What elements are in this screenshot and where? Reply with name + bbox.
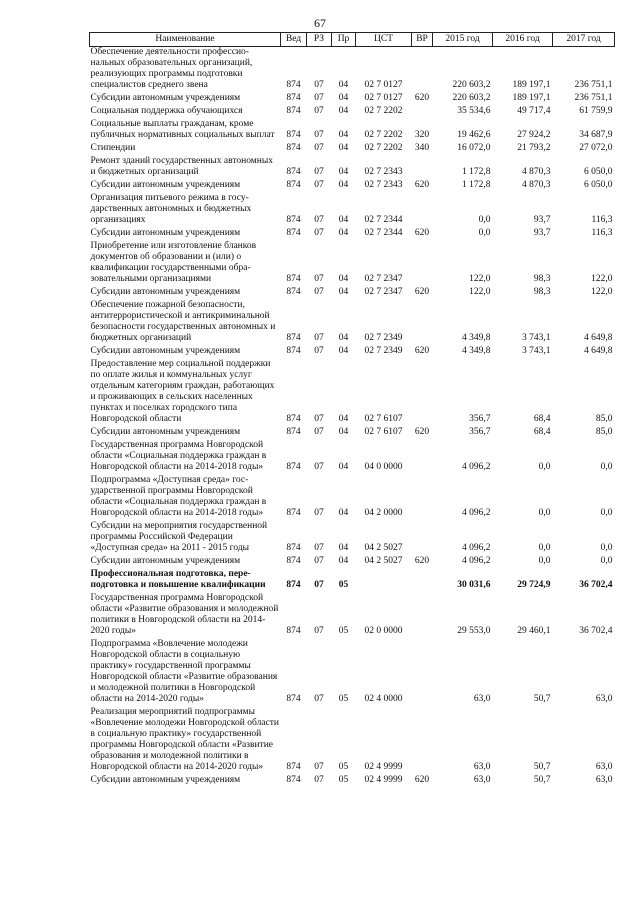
- cell-y2016: 29 724,9: [517, 580, 551, 590]
- cell-name: Государственная программа Новгородской области «Социальная поддержка граждан в Новгородской области на 2014-2018 годы»: [90, 440, 267, 472]
- cell-cst: 02 7 2349: [364, 346, 403, 356]
- cell-name: Стипендии: [90, 143, 136, 153]
- cell-name: Ремонт зданий государственных автономных и бюджетных организаций: [90, 156, 274, 177]
- cell-y2015: 1 172,8: [462, 180, 491, 190]
- cell-ved: 874: [286, 626, 301, 636]
- cell-y2016: 0,0: [538, 462, 551, 472]
- cell-cst: 04 2 0000: [364, 508, 403, 518]
- cell-y2015: 1 172,8: [462, 167, 491, 177]
- cell-pr: 04: [338, 106, 349, 116]
- cell-ved: 874: [286, 427, 301, 437]
- cell-ved: 874: [286, 580, 301, 590]
- cell-cst: 02 7 2202: [364, 143, 403, 153]
- cell-y2015: 63,0: [473, 762, 491, 772]
- cell-y2017: 4 649,8: [584, 333, 613, 343]
- cell-ved: 874: [286, 130, 301, 140]
- header-2015: 2015 год: [433, 33, 493, 47]
- cell-y2016: 4 870,3: [522, 167, 551, 177]
- cell-y2017: 36 702,4: [579, 580, 613, 590]
- cell-vr: 620: [414, 775, 430, 785]
- cell-cst: 02 7 2347: [364, 287, 403, 297]
- cell-rz: 07: [314, 626, 324, 636]
- cell-y2016: 21 793,2: [517, 143, 551, 153]
- table-row: [90, 556, 615, 569]
- table-row: [90, 593, 615, 639]
- cell-vr: 320: [414, 130, 430, 140]
- cell-y2015: 4 349,8: [462, 346, 491, 356]
- cell-vr: 620: [414, 287, 430, 297]
- cell-y2015: 122,0: [469, 274, 491, 284]
- table-row: [90, 106, 615, 119]
- cell-rz: 07: [314, 167, 324, 177]
- cell-name: Субсидии автономным учреждениям: [90, 93, 241, 103]
- cell-rz: 07: [314, 462, 324, 472]
- header-name: Наименование: [90, 33, 281, 47]
- cell-y2017: 63,0: [595, 762, 613, 772]
- cell-pr: 04: [338, 215, 349, 225]
- cell-name: Профессиональная подготовка, переподготовка и повышение квалификации: [90, 569, 266, 590]
- table-row: [90, 775, 615, 788]
- cell-y2017: 63,0: [595, 694, 613, 704]
- cell-y2016: 4 870,3: [522, 180, 551, 190]
- cell-y2016: 0,0: [538, 556, 551, 566]
- cell-y2015: 220 603,2: [452, 80, 491, 90]
- cell-vr: [412, 440, 433, 475]
- cell-rz: 07: [314, 80, 324, 90]
- cell-y2015: 63,0: [473, 775, 491, 785]
- cell-ved: 874: [286, 762, 301, 772]
- cell-name: Предоставление мер социальной поддержки по оплате жилья и коммунальных услуг отдельным категориям граждан, работающих и проживающих в сельских населенных пунктах и поселках городского типа Новгородской области: [90, 359, 275, 424]
- cell-y2015: 356,7: [469, 414, 491, 424]
- cell-vr: 620: [414, 93, 430, 103]
- header-vr: ВР: [412, 33, 433, 47]
- cell-ved: 874: [286, 346, 301, 356]
- cell-y2016: 3 743,1: [522, 333, 551, 343]
- cell-name: Субсидии автономным учреждениям: [90, 775, 241, 785]
- cell-y2017: 85,0: [595, 427, 613, 437]
- cell-pr: 04: [338, 543, 349, 553]
- table-row: [90, 346, 615, 359]
- header-rz: РЗ: [307, 33, 332, 47]
- cell-rz: 07: [314, 346, 324, 356]
- table-row: [90, 47, 615, 94]
- cell-ved: 874: [286, 556, 301, 566]
- cell-pr: 04: [338, 180, 349, 190]
- table-row: [90, 427, 615, 440]
- cell-y2017: 4 649,8: [584, 346, 613, 356]
- budget-table: [89, 32, 615, 788]
- cell-y2015: 4 096,2: [462, 462, 491, 472]
- cell-y2016: 189 197,1: [512, 80, 551, 90]
- cell-pr: 04: [338, 228, 349, 238]
- cell-rz: 07: [314, 274, 324, 284]
- cell-name: Подпрограмма «Вовлечение молодежи Новгородской области в социальную практику» государственной программы Новгородской области «Развитие образования и молодежной политики в Новгородской области на 2014-2020 годы»: [90, 639, 278, 704]
- cell-rz: 07: [314, 130, 324, 140]
- table-row: [90, 193, 615, 228]
- cell-cst: 02 7 0127: [364, 93, 403, 103]
- cell-rz: 07: [314, 762, 324, 772]
- header-ved: Вед: [281, 33, 307, 47]
- cell-y2016: 0,0: [538, 543, 551, 553]
- cell-cst: 02 7 2202: [364, 130, 403, 140]
- cell-ved: 874: [286, 508, 301, 518]
- cell-rz: 07: [314, 508, 324, 518]
- cell-rz: 07: [314, 414, 324, 424]
- cell-ved: 874: [286, 274, 301, 284]
- cell-rz: 07: [314, 556, 324, 566]
- cell-vr: [412, 47, 433, 94]
- cell-pr: 04: [338, 80, 349, 90]
- cell-y2015: 220 603,2: [452, 93, 491, 103]
- table-row: [90, 521, 615, 556]
- table-row: [90, 300, 615, 346]
- page-number: 67: [314, 16, 326, 30]
- cell-pr: 04: [338, 346, 349, 356]
- cell-y2015: 0,0: [478, 215, 491, 225]
- cell-y2016: 93,7: [533, 215, 551, 225]
- cell-name: Обеспечение деятельности профессиональных образовательных организаций, реализующих программы подготовки специалистов среднего звена: [90, 47, 253, 90]
- cell-y2017: 63,0: [595, 775, 613, 785]
- cell-cst: 04 0 0000: [364, 462, 403, 472]
- cell-ved: 874: [286, 775, 301, 785]
- cell-rz: 07: [314, 775, 324, 785]
- cell-ved: 874: [286, 543, 301, 553]
- cell-rz: 07: [314, 215, 324, 225]
- cell-vr: 620: [414, 228, 430, 238]
- cell-y2017: 122,0: [591, 274, 613, 284]
- cell-rz: 07: [314, 143, 324, 153]
- cell-y2015: 4 096,2: [462, 543, 491, 553]
- cell-vr: [412, 569, 433, 593]
- cell-y2015: 4 349,8: [462, 333, 491, 343]
- cell-y2017: 0,0: [600, 556, 613, 566]
- table-row: [90, 475, 615, 521]
- cell-ved: 874: [286, 106, 301, 116]
- cell-ved: 874: [286, 694, 301, 704]
- cell-cst: 02 7 6107: [364, 414, 403, 424]
- cell-vr: 620: [414, 556, 430, 566]
- cell-pr: 04: [338, 143, 349, 153]
- cell-vr: [412, 106, 433, 119]
- cell-y2017: 116,3: [591, 228, 613, 238]
- cell-name: Субсидии автономным учреждениям: [90, 228, 241, 238]
- table-row: [90, 241, 615, 287]
- cell-y2015: 35 534,6: [457, 106, 491, 116]
- cell-ved: 874: [286, 180, 301, 190]
- cell-y2017: 236 751,1: [574, 80, 613, 90]
- header-2016: 2016 год: [493, 33, 553, 47]
- cell-rz: 07: [314, 93, 324, 103]
- table-row: [90, 93, 615, 106]
- cell-y2017: 6 050,0: [584, 167, 613, 177]
- cell-y2016: 49 717,4: [517, 106, 551, 116]
- cell-pr: 04: [338, 130, 349, 140]
- header-2017: 2017 год: [553, 33, 615, 47]
- cell-cst: 04 2 5027: [364, 543, 403, 553]
- cell-y2017: 27 072,0: [579, 143, 613, 153]
- cell-name: Обеспечение пожарной безопасности, антитеррористической и антикриминальной безопасности государственных автономных и бюджетных организаций: [90, 300, 276, 343]
- cell-pr: 04: [338, 333, 349, 343]
- cell-cst: 02 7 2344: [364, 215, 403, 225]
- cell-y2016: 189 197,1: [512, 93, 551, 103]
- cell-ved: 874: [286, 462, 301, 472]
- cell-vr: [412, 241, 433, 287]
- cell-vr: [412, 639, 433, 707]
- cell-y2015: 122,0: [469, 287, 491, 297]
- cell-name: Субсидии автономным учреждениям: [90, 427, 241, 437]
- cell-ved: 874: [286, 167, 301, 177]
- table-row: [90, 228, 615, 241]
- cell-y2015: 29 553,0: [457, 626, 491, 636]
- cell-name: Субсидии на мероприятия государственной программы Российской Федерации «Доступная среда» на 2011 - 2015 годы: [90, 521, 268, 553]
- cell-pr: 04: [338, 462, 349, 472]
- cell-cst: 02 7 2343: [364, 180, 403, 190]
- cell-y2015: 0,0: [478, 228, 491, 238]
- cell-y2015: 356,7: [469, 427, 491, 437]
- cell-y2015: 19 462,6: [457, 130, 491, 140]
- table-row: [90, 143, 615, 156]
- cell-ved: 874: [286, 287, 301, 297]
- cell-cst: 02 7 2344: [364, 228, 403, 238]
- cell-vr: 340: [414, 143, 430, 153]
- table-row: [90, 287, 615, 300]
- cell-y2016: 93,7: [533, 228, 551, 238]
- cell-pr: 04: [338, 287, 349, 297]
- cell-name: Реализация мероприятий подпрограммы «Вовлечение молодежи Новгородской области в социальную практику» государственной программы Новгородской области «Развитие образования и молодежной политики в Новгородской области на 2014-2020 годы»: [90, 707, 279, 772]
- cell-cst: 04 2 5027: [364, 556, 403, 566]
- cell-ved: 874: [286, 228, 301, 238]
- cell-name: Подпрограмма «Доступная среда» государственной программы Новгородской области «Социальная поддержка граждан в Новгородской области на 2014-2018 годы»: [90, 475, 267, 518]
- cell-pr: 05: [338, 762, 349, 772]
- cell-name: Субсидии автономным учреждениям: [90, 287, 241, 297]
- table-row: [90, 440, 615, 475]
- cell-y2016: 3 743,1: [522, 346, 551, 356]
- cell-vr: [412, 300, 433, 346]
- cell-pr: 04: [338, 167, 349, 177]
- cell-pr: 04: [338, 508, 349, 518]
- cell-name: Социальная поддержка обучающихся: [90, 106, 243, 116]
- cell-vr: [412, 707, 433, 775]
- cell-cst: 02 7 2202: [364, 106, 403, 116]
- cell-pr: 05: [338, 626, 349, 636]
- cell-rz: 07: [314, 287, 324, 297]
- cell-rz: 07: [314, 543, 324, 553]
- cell-ved: 874: [286, 80, 301, 90]
- cell-rz: 07: [314, 580, 324, 590]
- table-row: [90, 707, 615, 775]
- cell-rz: 07: [314, 427, 324, 437]
- cell-y2015: 4 096,2: [462, 556, 491, 566]
- table-row: [90, 639, 615, 707]
- cell-y2016: 29 460,1: [517, 626, 551, 636]
- cell-name: Приобретение или изготовление бланков документов об образовании и (или) о квалификации государственными образовательными организациями: [90, 241, 257, 284]
- cell-pr: 05: [338, 694, 349, 704]
- table-body: [90, 47, 615, 789]
- cell-vr: [412, 359, 433, 427]
- cell-pr: 05: [338, 580, 349, 590]
- cell-y2017: 34 687,9: [579, 130, 613, 140]
- table-row: [90, 569, 615, 593]
- table-row: [90, 180, 615, 193]
- cell-vr: 620: [414, 180, 430, 190]
- cell-ved: 874: [286, 414, 301, 424]
- cell-ved: 874: [286, 333, 301, 343]
- cell-y2017: 61 759,9: [579, 106, 613, 116]
- cell-cst: 02 7 0127: [364, 80, 403, 90]
- cell-vr: [412, 475, 433, 521]
- cell-y2015: 63,0: [473, 694, 491, 704]
- cell-y2017: 6 050,0: [584, 180, 613, 190]
- cell-ved: 874: [286, 143, 301, 153]
- cell-vr: [412, 593, 433, 639]
- cell-name: Субсидии автономным учреждениям: [90, 346, 241, 356]
- table-row: [90, 359, 615, 427]
- cell-rz: 07: [314, 228, 324, 238]
- cell-vr: [412, 156, 433, 180]
- cell-y2016: 50,7: [533, 775, 551, 785]
- cell-y2017: 116,3: [591, 215, 613, 225]
- cell-cst: 02 4 0000: [364, 694, 403, 704]
- header-cst: ЦСТ: [356, 33, 412, 47]
- cell-rz: 07: [314, 333, 324, 343]
- cell-pr: 04: [338, 556, 349, 566]
- cell-vr: [412, 521, 433, 556]
- header-pr: Пр: [332, 33, 356, 47]
- cell-y2017: 122,0: [591, 287, 613, 297]
- cell-y2015: 16 072,0: [457, 143, 491, 153]
- cell-name: Социальные выплаты гражданам, кроме публичных нормативных социальных выплат: [90, 119, 275, 140]
- cell-cst: 02 7 2347: [364, 274, 403, 284]
- cell-y2015: 4 096,2: [462, 508, 491, 518]
- cell-pr: 05: [338, 775, 349, 785]
- cell-y2016: 68,4: [533, 427, 551, 437]
- cell-ved: 874: [286, 93, 301, 103]
- cell-pr: 04: [338, 427, 349, 437]
- cell-vr: 620: [414, 346, 430, 356]
- cell-y2017: 0,0: [600, 543, 613, 553]
- table-header-row: [90, 33, 615, 47]
- cell-pr: 04: [338, 93, 349, 103]
- cell-y2016: 50,7: [533, 762, 551, 772]
- cell-cst: [356, 569, 412, 593]
- cell-name: Организация питьевого режима в государственных автономных и бюджетных организациях: [90, 193, 252, 225]
- cell-y2015: 30 031,6: [457, 580, 491, 590]
- cell-y2016: 0,0: [538, 508, 551, 518]
- cell-vr: 620: [414, 427, 430, 437]
- cell-cst: 02 4 9999: [364, 762, 403, 772]
- cell-y2016: 27 924,2: [517, 130, 551, 140]
- cell-name: Субсидии автономным учреждениям: [90, 180, 241, 190]
- cell-y2017: 0,0: [600, 462, 613, 472]
- cell-rz: 07: [314, 694, 324, 704]
- cell-ved: 874: [286, 215, 301, 225]
- cell-y2016: 98,3: [533, 274, 551, 284]
- cell-y2016: 68,4: [533, 414, 551, 424]
- cell-vr: [412, 193, 433, 228]
- cell-rz: 07: [314, 180, 324, 190]
- cell-y2017: 236 751,1: [574, 93, 613, 103]
- cell-cst: 02 0 0000: [364, 626, 403, 636]
- cell-y2017: 36 702,4: [579, 626, 613, 636]
- cell-rz: 07: [314, 106, 324, 116]
- cell-name: Государственная программа Новгородской области «Развитие образования и молодежной политики в Новгородской области на 2014-2020 годы»: [90, 593, 279, 636]
- cell-pr: 04: [338, 274, 349, 284]
- cell-cst: 02 7 2349: [364, 333, 403, 343]
- cell-cst: 02 4 9999: [364, 775, 403, 785]
- cell-y2016: 50,7: [533, 694, 551, 704]
- cell-y2016: 98,3: [533, 287, 551, 297]
- cell-y2017: 85,0: [595, 414, 613, 424]
- cell-cst: 02 7 2343: [364, 167, 403, 177]
- cell-name: Субсидии автономным учреждениям: [90, 556, 241, 566]
- table-row: [90, 119, 615, 143]
- cell-pr: 04: [338, 414, 349, 424]
- cell-cst: 02 7 6107: [364, 427, 403, 437]
- table-row: [90, 156, 615, 180]
- cell-y2017: 0,0: [600, 508, 613, 518]
